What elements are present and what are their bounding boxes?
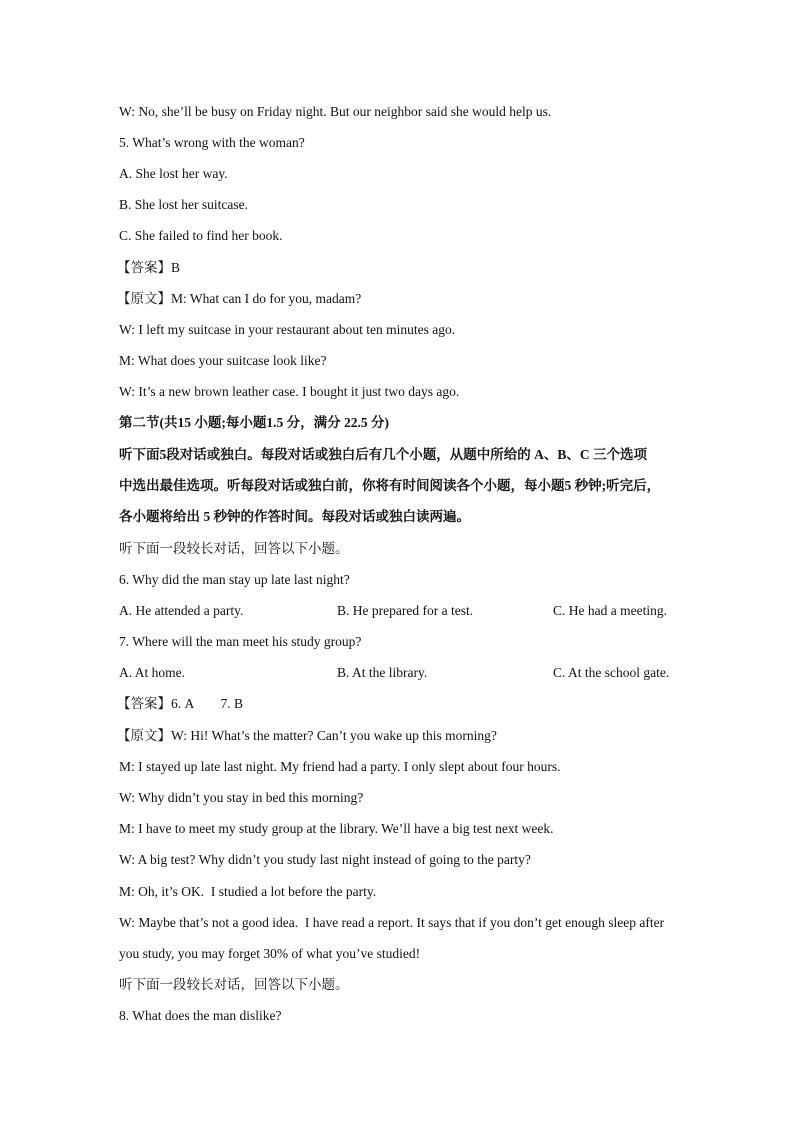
question-7: 7. Where will the man meet his study group? xyxy=(119,634,362,649)
dialogue-line: W: No, she’ll be busy on Friday night. But our neighbor said she would help us. xyxy=(119,104,552,119)
dialogue-line: M: Oh, it’s OK. I studied a lot before the party. xyxy=(119,884,377,899)
q5-option-b: B. She lost her suitcase. xyxy=(119,197,248,212)
passage-intro: 听下面一段较长对话，回答以下小题。 xyxy=(119,977,349,992)
question-6: 6. Why did the man stay up late last night? xyxy=(119,572,350,587)
answer-5: 【答案】B xyxy=(117,260,181,275)
q7-option-a: A. At home. xyxy=(119,665,185,680)
section-instructions: 中选出最佳选项。听每段对话或独白前，你将有时间阅读各个小题，每小题5 秒钟;听完后， xyxy=(119,478,661,493)
q7-option-c: C. At the school gate. xyxy=(553,665,670,680)
dialogue-line: M: What does your suitcase look like? xyxy=(119,353,327,368)
q7-option-b: B. At the library. xyxy=(337,665,428,680)
section-heading: 第二节(共15 小题;每小题1.5 分，满分 22.5 分) xyxy=(119,415,389,430)
dialogue-line: W: It’s a new brown leather case. I bought it just two days ago. xyxy=(119,384,460,399)
section-instructions: 听下面5段对话或独白。每段对话或独白后有几个小题，从题中所给的 A、B、C 三个选项 xyxy=(119,447,648,462)
q5-option-a: A. She lost her way. xyxy=(119,166,228,181)
q6-option-b: B. He prepared for a test. xyxy=(337,603,474,618)
dialogue-line: you study, you may forget 30% of what you’ve studied! xyxy=(119,946,421,961)
question-8: 8. What does the man dislike? xyxy=(119,1008,282,1023)
transcript-6-7-start: 【原文】W: Hi! What’s the matter? Can’t you wake up this morning? xyxy=(117,728,497,743)
passage-intro: 听下面一段较长对话，回答以下小题。 xyxy=(119,541,349,556)
dialogue-line: W: Maybe that’s not a good idea. I have read a report. It says that if you don’t get enough sleep after xyxy=(119,915,665,930)
answer-6-7: 【答案】6. A 7. B xyxy=(117,696,244,711)
q6-option-a: A. He attended a party. xyxy=(119,603,244,618)
q5-option-c: C. She failed to find her book. xyxy=(119,228,283,243)
dialogue-line: M: I stayed up late last night. My friend had a party. I only slept about four hours. xyxy=(119,759,561,774)
dialogue-line: W: I left my suitcase in your restaurant about ten minutes ago. xyxy=(119,322,456,337)
dialogue-line: W: Why didn’t you stay in bed this morning? xyxy=(119,790,364,805)
question-5: 5. What’s wrong with the woman? xyxy=(119,135,305,150)
section-instructions: 各小题将给出 5 秒钟的作答时间。每段对话或独白读两遍。 xyxy=(119,509,470,524)
dialogue-line: M: I have to meet my study group at the library. We’ll have a big test next week. xyxy=(119,821,554,836)
q6-option-c: C. He had a meeting. xyxy=(553,603,667,618)
transcript-5-start: 【原文】M: What can I do for you, madam? xyxy=(117,291,362,306)
dialogue-line: W: A big test? Why didn’t you study last night instead of going to the party? xyxy=(119,852,531,867)
